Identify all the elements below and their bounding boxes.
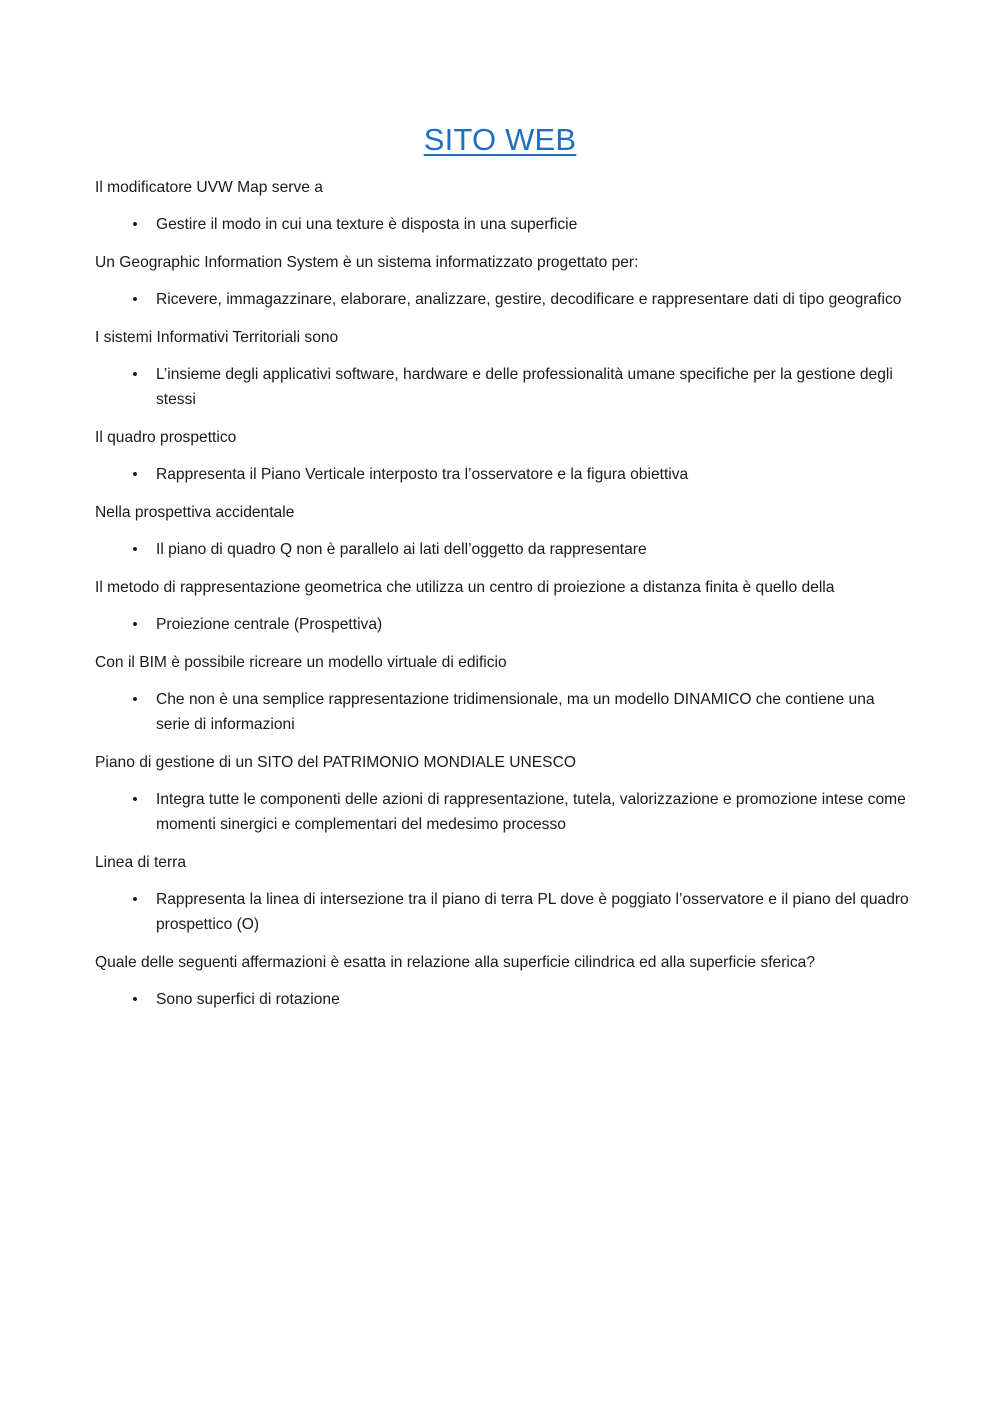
question-text: Un Geographic Information System è un sistema informatizzato progettato per: bbox=[95, 254, 639, 271]
question-text: Il quadro prospettico bbox=[95, 429, 237, 446]
page-title[interactable]: SITO WEB bbox=[423, 122, 577, 157]
bullet-icon: • bbox=[132, 991, 138, 1008]
qa-item bbox=[95, 575, 915, 637]
bullet-icon: • bbox=[132, 791, 138, 808]
qa-list bbox=[95, 175, 915, 1025]
answer-text: Proiezione centrale (Prospettiva) bbox=[156, 616, 383, 633]
bullet-icon: • bbox=[132, 466, 138, 483]
answer-list-item bbox=[95, 537, 915, 562]
question-text: Il modificatore UVW Map serve a bbox=[95, 179, 323, 196]
qa-item bbox=[95, 750, 915, 837]
answer-text: Sono superfici di rotazione bbox=[156, 991, 340, 1008]
answer-list-item bbox=[95, 987, 915, 1012]
qa-item bbox=[95, 850, 915, 937]
answer-list-item bbox=[95, 787, 915, 837]
question-text: Nella prospettiva accidentale bbox=[95, 504, 295, 521]
answer-list-item bbox=[95, 887, 915, 937]
bullet-icon: • bbox=[132, 216, 138, 233]
bullet-icon: • bbox=[132, 616, 138, 633]
answer-list-item bbox=[95, 687, 915, 737]
question-text: Con il BIM è possibile ricreare un modello virtuale di edificio bbox=[95, 654, 507, 671]
qa-item bbox=[95, 175, 915, 237]
answer-list-item bbox=[95, 362, 915, 412]
qa-item bbox=[95, 250, 915, 312]
answer-list-item bbox=[95, 287, 915, 312]
answer-text: Rappresenta la linea di intersezione tra il piano di terra PL dove è poggiato l’osservatore e il piano del quadro prospettico (O) bbox=[156, 891, 909, 933]
bullet-icon: • bbox=[132, 291, 138, 308]
answer-list-item bbox=[95, 612, 915, 637]
answer-text: Ricevere, immagazzinare, elaborare, analizzare, gestire, decodificare e rappresentare dati di tipo geografico bbox=[156, 291, 902, 308]
question-text: Il metodo di rappresentazione geometrica che utilizza un centro di proiezione a distanza finita è quello della bbox=[95, 579, 835, 596]
qa-item bbox=[95, 500, 915, 562]
answer-list-item bbox=[95, 462, 915, 487]
answer-text: Integra tutte le componenti delle azioni di rappresentazione, tutela, valorizzazione e promozione intese come momenti sinergici e complementari del medesimo processo bbox=[156, 791, 906, 833]
qa-item bbox=[95, 325, 915, 412]
answer-text: Gestire il modo in cui una texture è disposta in una superficie bbox=[156, 216, 578, 233]
bullet-icon: • bbox=[132, 541, 138, 558]
qa-item bbox=[95, 950, 915, 1012]
question-text: I sistemi Informativi Territoriali sono bbox=[95, 329, 339, 346]
question-text: Piano di gestione di un SITO del PATRIMONIO MONDIALE UNESCO bbox=[95, 754, 576, 771]
question-text: Linea di terra bbox=[95, 854, 187, 871]
answer-list-item bbox=[95, 212, 915, 237]
answer-text: Che non è una semplice rappresentazione tridimensionale, ma un modello DINAMICO che contiene una serie di informazioni bbox=[156, 691, 875, 733]
bullet-icon: • bbox=[132, 891, 138, 908]
answer-text: Rappresenta il Piano Verticale interposto tra l’osservatore e la figura obiettiva bbox=[156, 466, 689, 483]
question-text: Quale delle seguenti affermazioni è esatta in relazione alla superficie cilindrica ed alla superficie sferica? bbox=[95, 954, 816, 971]
qa-item bbox=[95, 425, 915, 487]
bullet-icon: • bbox=[132, 691, 138, 708]
qa-item bbox=[95, 650, 915, 737]
answer-text: Il piano di quadro Q non è parallelo ai lati dell’oggetto da rappresentare bbox=[156, 541, 647, 558]
bullet-icon: • bbox=[132, 366, 138, 383]
answer-text: L’insieme degli applicativi software, hardware e delle professionalità umane specifiche per la gestione degli stessi bbox=[156, 366, 893, 408]
